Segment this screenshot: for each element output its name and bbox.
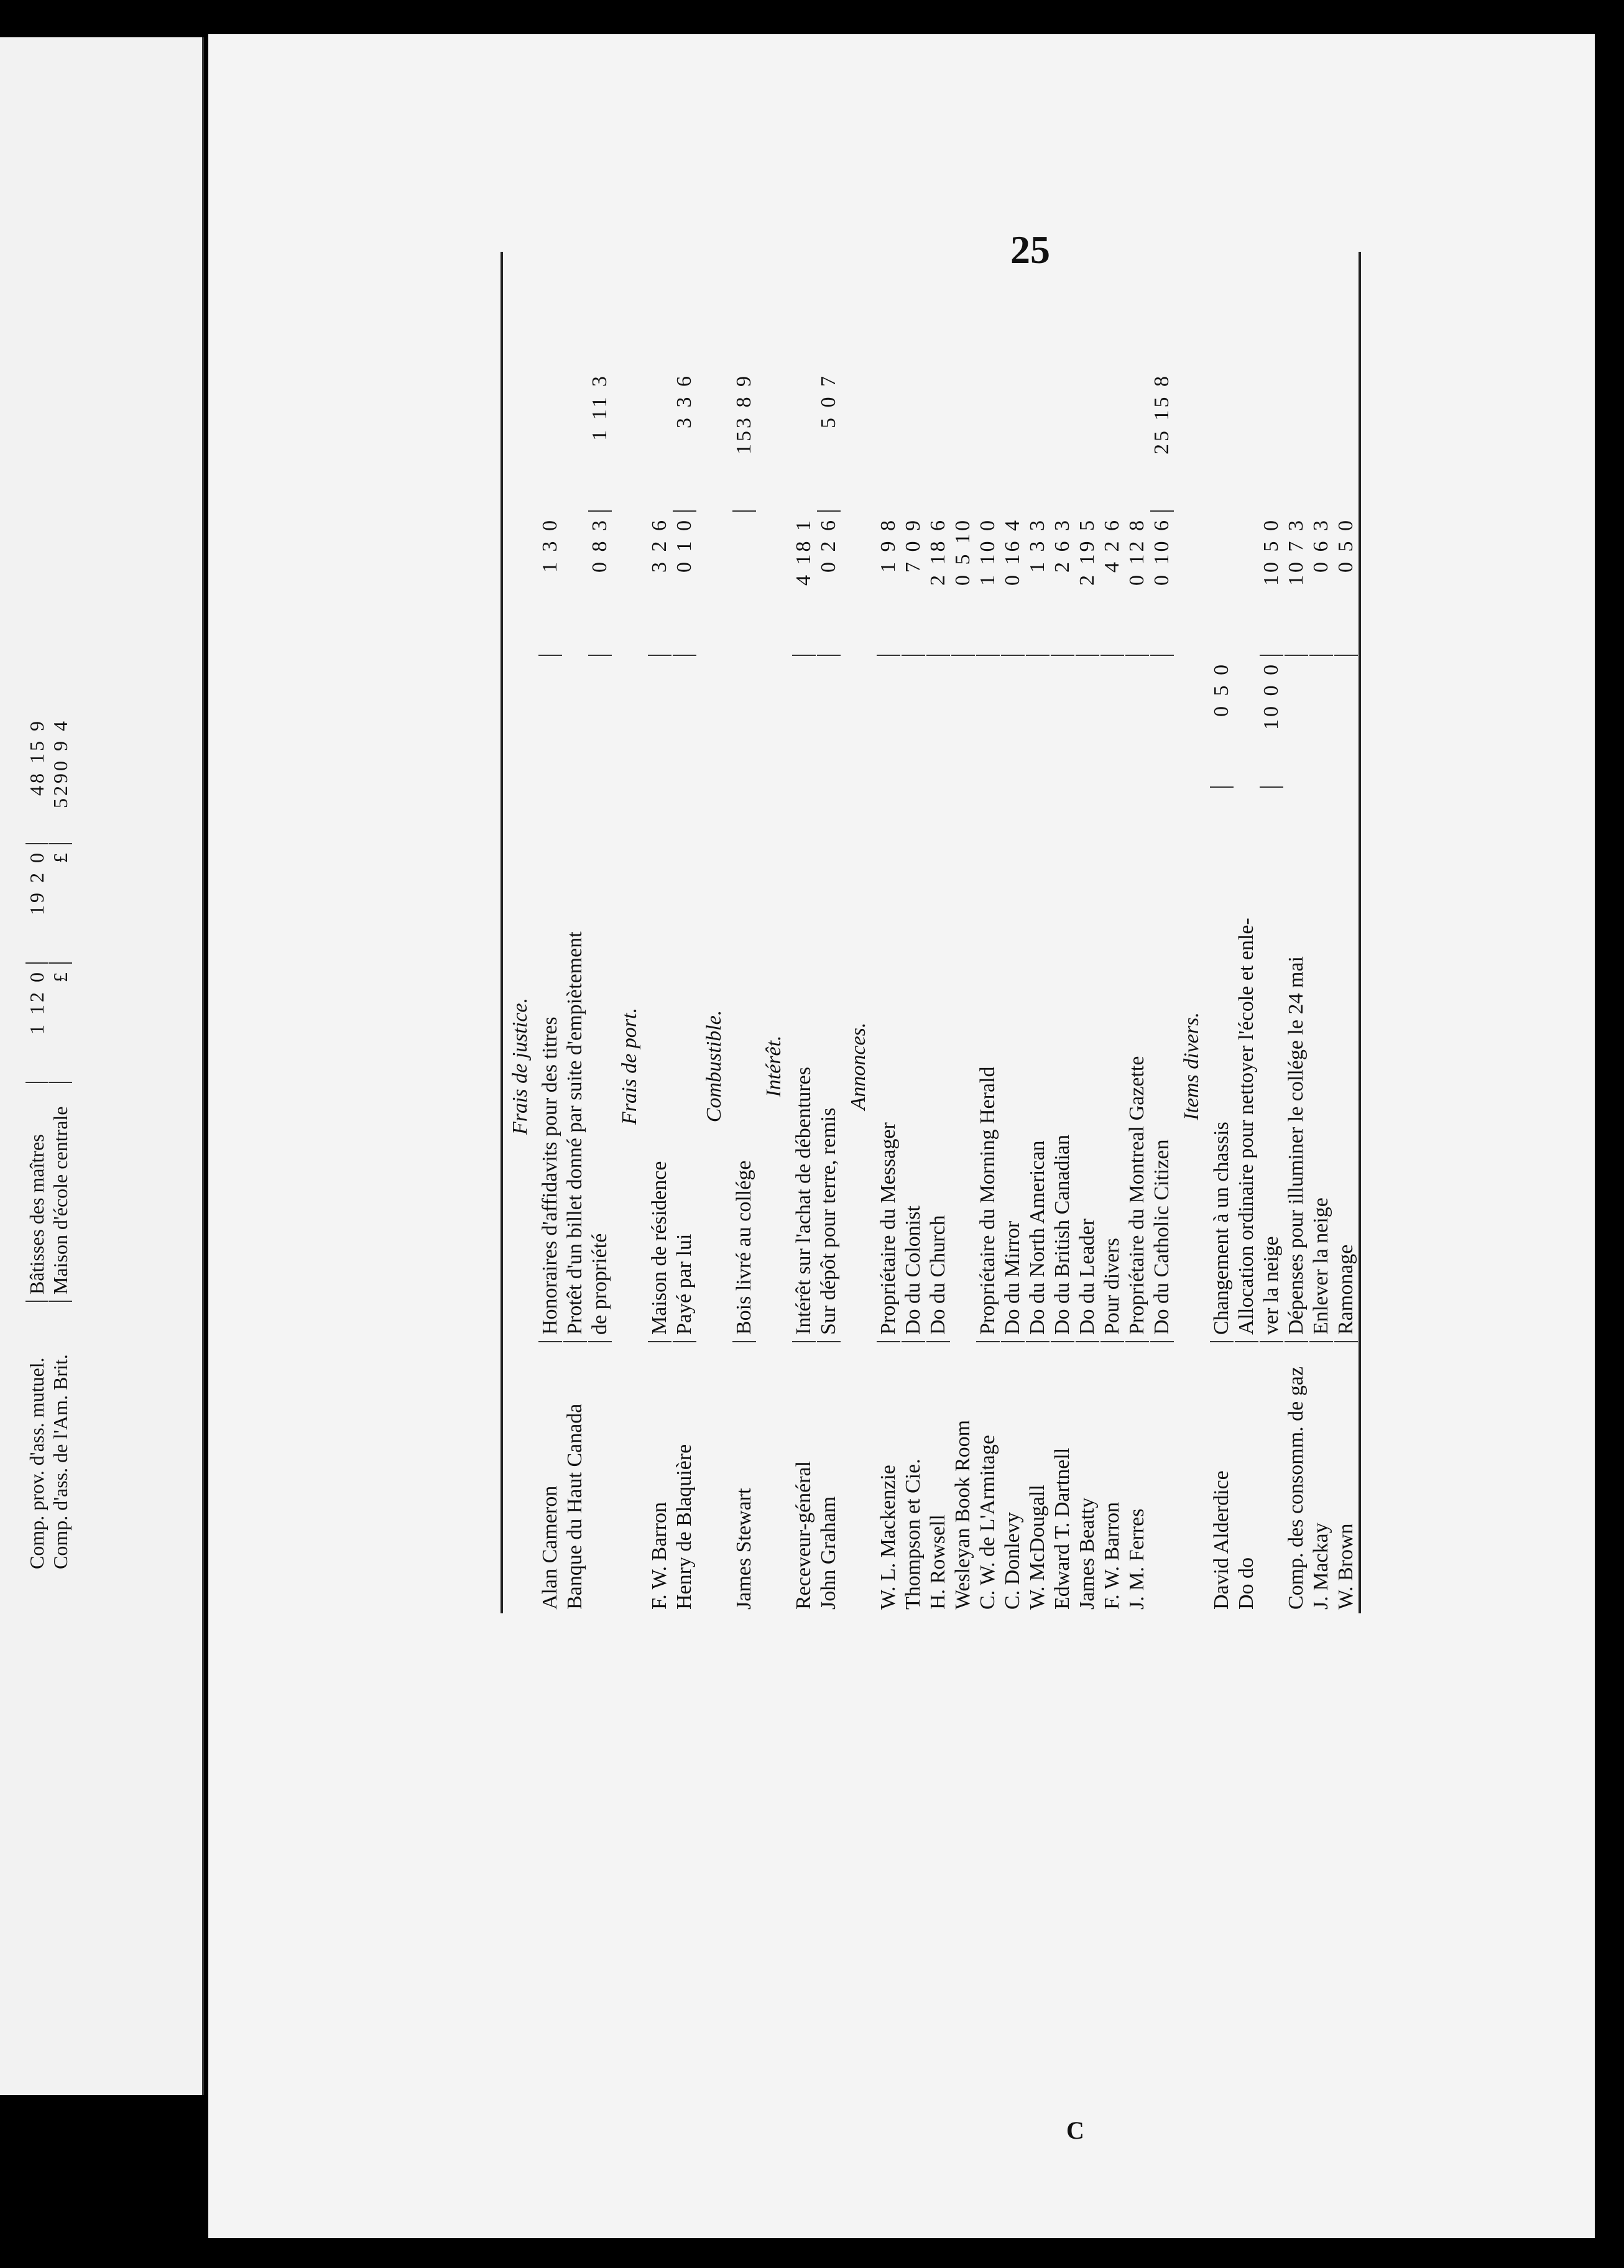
left-page [0,37,204,2095]
amount-column-2: 19 2 0 [25,844,48,964]
payee-name: F. W. Barron [1100,1502,1123,1610]
table-row [1050,252,1075,1613]
amount-column-2: 10 7 3 [1285,512,1308,656]
right-page: 25 Frais de justice. Alan Cameron Honoraires d'affidavits pour des titres 1 3 0 Banque du Haut Canada Protêt d'un billet donné par suite d'empiètement de propriété 0 8 3 1 11 3 Frais de port. F. W. Barron Maison de résidence 3 2 6 Henry de Blaquière Payé par lui 0 1 0 3 3 6 Combustible. James Stewart Bois livré au collége 153 8 9 Intérêt. Receveur-général Intérêt sur l'achat de débentures 4 18 1 John Graham Sur dépôt pour terre, remis 0 2 6 5 0 7 Annonces. W. L. Mackenzie Propriétaire du Messager 1 9 8 Thompson et Cie. Do du Colonist 7 0 9 H. Rowsell Do du Church 2 18 6 Wesleyan Book Room 0 5 10 C. W. de L'Armitage Propriétaire du Morning Herald 1 10 0 C. Donlevy Do du Mirror 0 16 4 W. McDougall Do du North American 1 3 3 Edward T. Dartnell Do du British Canadian 2 6 3 James Beatty Do du Leader 2 19 5 F. W. Barron Pour divers 4 2 6 J. M. Ferres Propriétaire du Montreal Gazette 0 12 8 Do du Catholic Citizen 0 10 6 25 15 8 Items divers. David Alderdice Changement à un chassis 0 5 0 Do do Allocation ordinaire pour nettoyer l'école et enle- ver la neige 10 0 0 10 5 0 Comp. des consomm. de gaz Dépenses pour illuminer le collége le 24 mai 10 7 3 J. Mackay Enlever la neige 0 6 3 W. Brown Ramonage 0 5 0 C [208,34,1595,2238]
table-row [1259,252,1284,1613]
amount-column-2: 2 6 3 [1051,512,1074,656]
expense-description: Propriétaire du Morning Herald [976,788,1000,1342]
amount-column-3: 5 0 7 [817,367,841,512]
expense-description: Protêt d'un billet donné par suite d'empiètement [563,788,587,1342]
expense-description: Do du Catholic Citizen [1150,788,1174,1342]
table-row [588,252,612,1613]
amount-column-2: 1 9 8 [877,512,900,656]
table-row [672,252,697,1613]
payee-name: Alan Cameron [538,1485,561,1610]
table-row [926,252,951,1613]
payee-name: David Alderdice [1210,1470,1233,1610]
table-row [25,703,48,1573]
amount-column-1: 0 5 0 [1210,656,1234,788]
expense-description: Maison de résidence [648,788,671,1342]
payee-name: Do do [1235,1557,1258,1610]
expense-description: Bois livré au collége [732,788,756,1342]
amount-column-2: 2 18 6 [926,512,950,656]
table-row [1334,252,1359,1613]
expense-description: Honoraires d'affidavits pour des titres [538,788,562,1342]
amount-column-2: 0 6 3 [1309,512,1333,656]
amount-column-2: 0 8 3 [588,512,612,656]
table-row [563,252,588,1613]
payee-name: H. Rowsell [926,1514,949,1610]
payee-name: Comp. des consomm. de gaz [1285,1367,1308,1610]
payee-name: F. W. Barron [648,1502,671,1610]
table-row [1025,252,1050,1613]
expense-description: Allocation ordinaire pour nettoyer l'école et enle- [1235,788,1258,1342]
section-title: Items divers. [1180,1012,1203,1120]
amount-column-3: 1 11 3 [588,367,612,512]
amount-column-2: 4 18 1 [792,512,816,656]
table-row [1075,252,1100,1613]
payee-name: Banque du Haut Canada [563,1403,586,1610]
amount-column-2: 0 5 0 [1334,512,1358,656]
table-row [732,252,757,1613]
table-row [1000,252,1025,1613]
table-row [48,703,72,1573]
expense-description: ver la neige [1260,788,1283,1342]
payee-name: Edward T. Dartnell [1051,1447,1074,1610]
payee-name: Comp. d'ass. de l'Am. Brit. [48,1354,72,1569]
amount-column-1: 1 12 0 [25,964,48,1083]
expense-description: Propriétaire du Messager [877,788,900,1342]
table-row [791,252,816,1613]
table-row [1150,252,1174,1613]
expense-description: Do du Colonist [902,788,925,1342]
expense-description: Do du Leader [1076,788,1099,1342]
accounts-table [501,252,1595,1613]
left-page-table [25,703,204,1573]
expense-description: Pour divers [1100,788,1124,1342]
table-bottom-rule [1359,252,1361,1613]
amount-column-2: 0 12 8 [1125,512,1149,656]
amount-column-1: 10 0 0 [1260,656,1283,788]
payee-name: J. M. Ferres [1125,1508,1148,1610]
section-heading [697,252,732,1613]
payee-name: C. W. de L'Armitage [976,1435,999,1610]
payee-name: Wesleyan Book Room [951,1419,974,1610]
table-row [1309,252,1334,1613]
section-title: Frais de port. [618,1008,641,1125]
amount-column-3: 153 8 9 [732,367,756,512]
payee-name: C. Donlevy [1001,1512,1024,1610]
expense-description: Sur dépôt pour terre, remis [817,788,841,1342]
section-heading [503,252,538,1613]
section-heading [1174,252,1209,1613]
expense-description: Do du North American [1026,788,1050,1342]
payee-name: Thompson et Cie. [902,1459,925,1610]
amount-column-2: 10 5 0 [1260,512,1283,656]
payee-name: W. L. Mackenzie [877,1465,900,1610]
section-title: Combustible. [703,1010,726,1123]
amount-column-1: £ [49,964,72,1083]
amount-column-2: 0 5 10 [951,512,975,656]
payee-name: W. McDougall [1026,1485,1049,1610]
amount-column-3: 25 15 8 [1150,367,1174,512]
section-heading [841,252,876,1613]
payee-name: James Beatty [1076,1497,1099,1610]
expense-description: Propriétaire du Montreal Gazette [1125,788,1149,1342]
expense-description: Payé par lui [673,788,696,1342]
amount-column-2: 0 10 6 [1150,512,1174,656]
expense-description: Changement à un chassis [1210,788,1234,1342]
expense-description: Dépenses pour illuminer le collége le 24 mai [1285,788,1308,1342]
expense-description: Bâtisses des maîtres [25,1083,48,1302]
table-row [538,252,563,1613]
amount-column-2: 2 19 5 [1076,512,1099,656]
amount-column-3: 48 15 9 [25,712,48,844]
payee-name: Comp. prov. d'ass. mutuel. [25,1357,48,1569]
payee-name: W. Brown [1334,1523,1357,1610]
table-row [1209,252,1234,1613]
amount-column-2: 1 3 3 [1026,512,1050,656]
table-row [876,252,901,1613]
payee-name: Receveur-général [792,1460,815,1610]
section-heading [757,252,791,1613]
amount-column-2: 0 16 4 [1001,512,1025,656]
payee-name: Henry de Blaquière [673,1444,696,1610]
section-title: Frais de justice. [509,997,532,1135]
expense-description: de propriété [588,788,612,1342]
expense-description: Intérêt sur l'achat de débentures [792,788,816,1342]
payee-name: John Graham [817,1496,840,1610]
signature-mark: C [1066,2116,1084,2144]
table-row [1100,252,1125,1613]
table-row [1234,252,1259,1613]
expense-description: Do du Mirror [1001,788,1025,1342]
table-row [1284,252,1309,1613]
table-row [816,252,841,1613]
expense-description: Do du British Canadian [1051,788,1074,1342]
amount-column-2: 0 2 6 [817,512,841,656]
amount-column-3: 3 3 6 [673,367,696,512]
amount-column-2: £ [49,844,72,964]
table-row [1125,252,1150,1613]
payee-name: James Stewart [732,1488,755,1610]
section-title: Intérêt. [762,1035,785,1097]
expense-description: Enlever la neige [1309,788,1333,1342]
section-title: Annonces. [847,1022,870,1110]
amount-column-2: 7 0 9 [902,512,925,656]
amount-column-2: 3 2 6 [648,512,671,656]
table-row [647,252,672,1613]
expense-description: Maison d'école centrale [49,1083,72,1302]
table-row [901,252,926,1613]
amount-column-2: 0 1 0 [673,512,696,656]
amount-column-2: 1 3 0 [538,512,562,656]
amount-column-2: 4 2 6 [1100,512,1124,656]
expense-description: Do du Church [926,788,950,1342]
table-row [976,252,1000,1613]
amount-column-2: 1 10 0 [976,512,1000,656]
amount-column-3: 5290 9 4 [49,712,72,844]
section-heading [612,252,647,1613]
table-row [951,252,976,1613]
expense-description: Ramonage [1334,788,1358,1342]
payee-name: J. Mackay [1309,1523,1332,1610]
